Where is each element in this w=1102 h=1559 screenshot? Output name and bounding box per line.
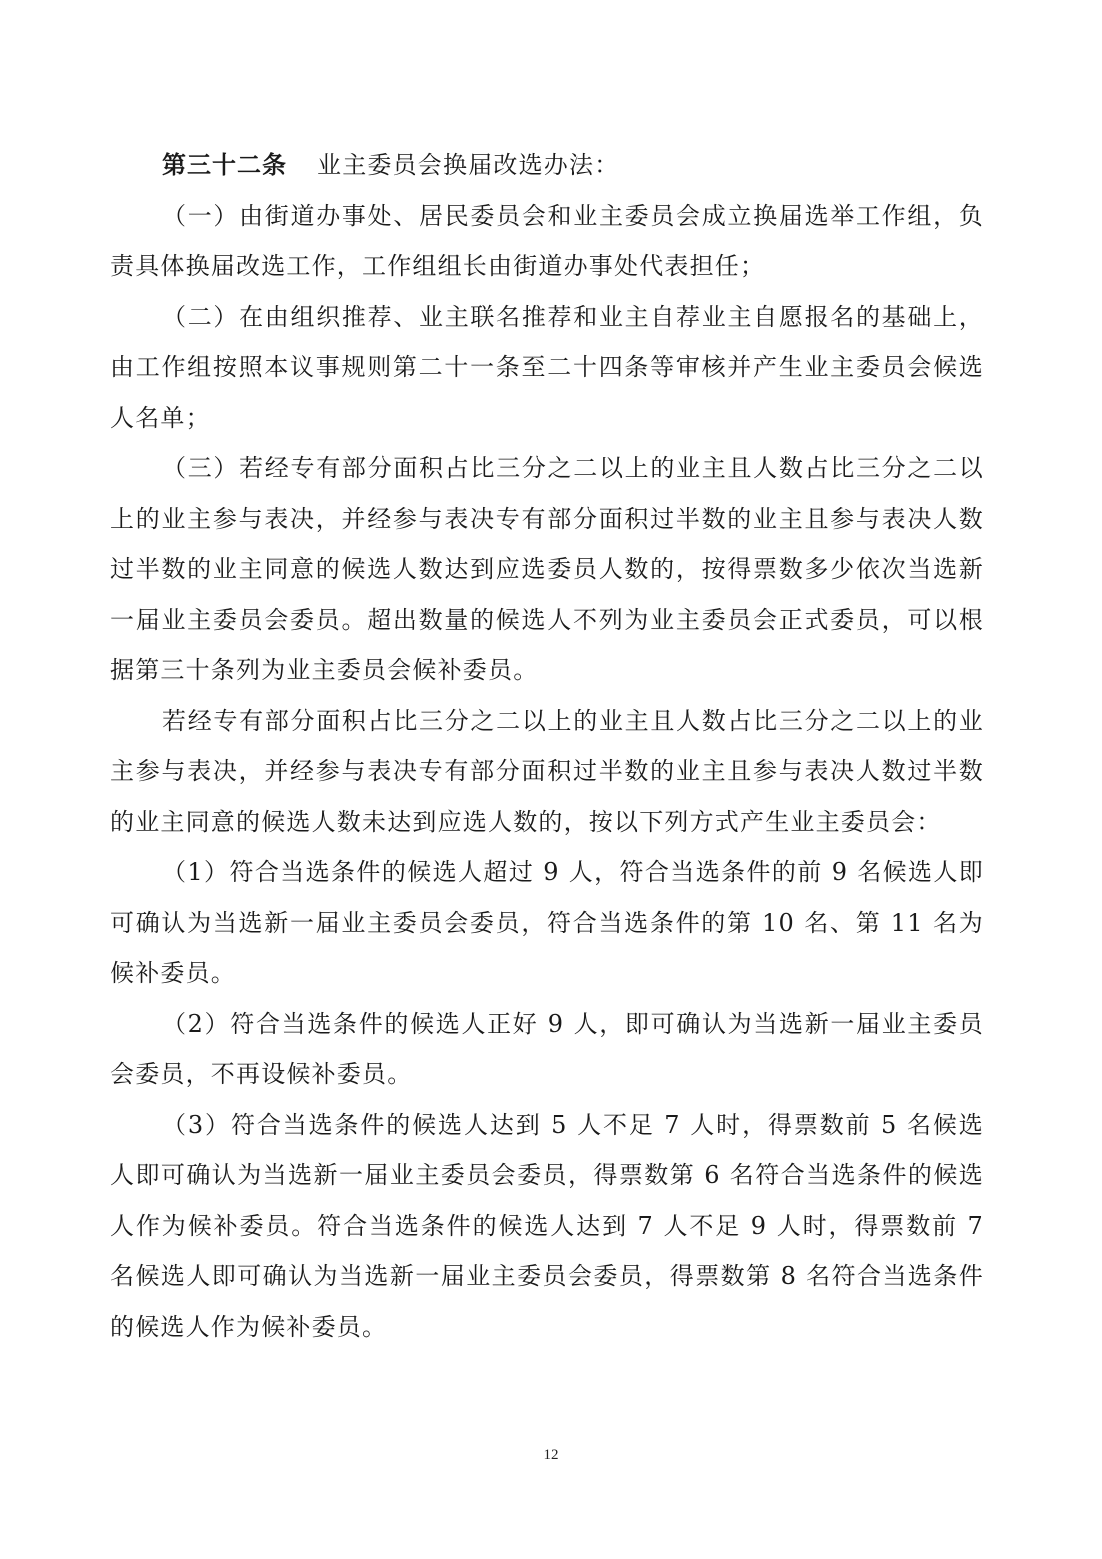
paragraph-insufficient-candidates: 若经专有部分面积占比三分之二以上的业主且人数占比三分之二以上的业主参与表决，并经参与表决专有部分面积过半数的业主且参与表决人数过半数的业主同意的候选人数未达到应选人数的，按以下列方式产生业主委员会： xyxy=(110,706,984,836)
article-number: 第三十二条 xyxy=(162,150,287,179)
paragraph-option-2: （2）符合当选条件的候选人正好 9 人，即可确认为当选新一届业主委员会委员，不再设候补委员。 xyxy=(110,1009,984,1088)
paragraph-clause-1: （一）由街道办事处、居民委员会和业主委员会成立换届选举工作组，负责具体换届改选工作，工作组组长由街道办事处代表担任； xyxy=(110,201,984,280)
document-body xyxy=(110,140,984,1352)
article-heading xyxy=(110,140,984,191)
page-number: 12 xyxy=(543,1447,559,1463)
paragraph-option-1: （1）符合当选条件的候选人超过 9 人，符合当选条件的前 9 名候选人即可确认为当选新一届业主委员会委员，符合当选条件的第 10 名、第 11 名为候补委员。 xyxy=(110,858,984,987)
paragraph-clause-3: （三）若经专有部分面积占比三分之二以上的业主且人数占比三分之二以上的业主参与表决，并经参与表决专有部分面积过半数的业主且参与表决人数过半数的业主同意的候选人数达到应选委员人数的，按得票数多少依次当选新一届业主委员会委员。超出数量的候选人不列为业主委员会正式委员，可以根据第三十条列为业主委员会候补委员。 xyxy=(110,454,984,684)
paragraph-clause-2: （二）在由组织推荐、业主联名推荐和业主自荐业主自愿报名的基础上，由工作组按照本议事规则第二十一条至二十四条等审核并产生业主委员会候选人名单； xyxy=(110,302,984,432)
article-title: 业主委员会换届改选办法： xyxy=(317,151,620,179)
paragraph-option-3: （3）符合当选条件的候选人达到 5 人不足 7 人时，得票数前 5 名候选人即可确认为当选新一届业主委员会委员，得票数第 6 名符合当选条件的候选人作为候补委员。符合当选条件的候选人达到 7 人不足 9 人时，得票数前 7 名候选人即可确认为当选新一届业主委员会委员，得票数第 8 名符合当选条件的候选人作为候补委员。 xyxy=(110,1110,984,1341)
